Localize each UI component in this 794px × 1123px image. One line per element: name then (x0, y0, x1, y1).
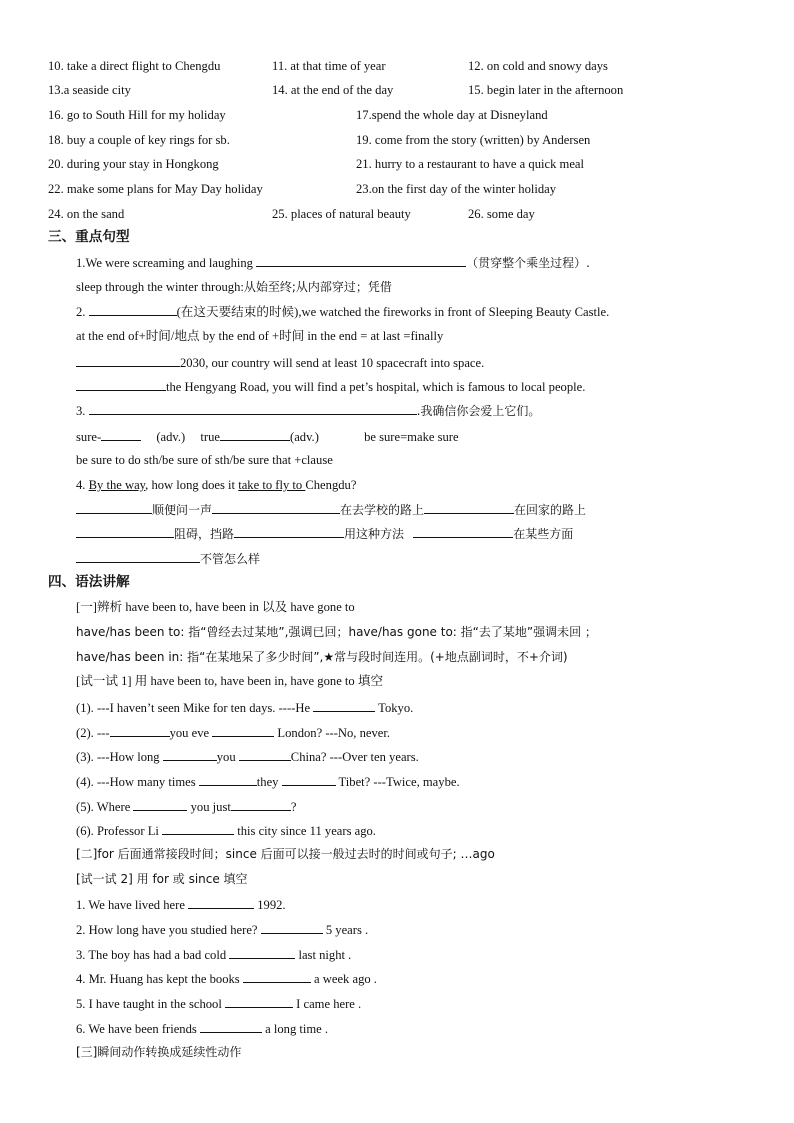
phrase-24: 24. on the sand (48, 207, 125, 221)
sentence-4-mid: , how long does it (145, 478, 239, 492)
blank-1[interactable] (256, 254, 466, 267)
try-2-e5 (76, 995, 361, 1012)
q6-end: this city since 11 years ago. (237, 824, 376, 838)
phrase-12: 12. on cold and snowy days (468, 59, 608, 73)
fill-hint-5: 用这种方法 (344, 527, 405, 541)
sentence-3 (76, 402, 540, 419)
sentence-3-words (76, 428, 459, 445)
sure-word: sure- (76, 430, 102, 444)
e3-end: last night . (298, 948, 352, 962)
phrase-25: 25. places of natural beauty (272, 207, 411, 221)
phrase-11: 11. at that time of year (272, 59, 386, 73)
example-2-text: the Hengyang Road, you will find a pet’s hospital, which is famous to local people. (166, 380, 586, 394)
q2-mid: you eve (169, 726, 210, 740)
q6-blank[interactable] (162, 822, 234, 835)
q2-blank-2[interactable] (212, 724, 274, 737)
blank-f4[interactable] (76, 525, 174, 538)
grammar-1-line-1: have/has been to: 指“曾经去过某地”,强调已回；have/has gone to: 指“去了某地”强调未回 ； (76, 625, 597, 639)
fill-hint-3: 在回家的路上 (514, 503, 587, 517)
try-1-q5 (76, 798, 296, 815)
sentence-2-example-2 (76, 378, 585, 395)
true-word: true (200, 430, 220, 444)
sentence-4-num: 4. (76, 478, 89, 492)
q4-text: (4). ---How many times (76, 775, 196, 789)
try-1-q6 (76, 822, 376, 839)
q1-end: Tokyo. (378, 701, 414, 715)
e3-blank[interactable] (229, 946, 295, 959)
e1-blank[interactable] (188, 896, 254, 909)
section-4-heading: 四、语法讲解 (48, 574, 130, 590)
fill-hint-7: 不管怎么样 (200, 552, 261, 566)
q5-text: (5). Where (76, 800, 131, 814)
take-to-fly-phrase: take to fly to (238, 478, 306, 492)
blank-true-adv[interactable] (220, 428, 290, 441)
phrase-fill-row-1 (76, 501, 586, 518)
grammar-2-title: [二]for 后面通常接段时间；since 后面可以接一般过去时的时间或句子; …ago (76, 847, 495, 861)
sentence-3-num: 3. (76, 404, 86, 418)
adv-label-2: (adv.) (290, 430, 319, 444)
fill-hint-4: 阻碍，挡路 (174, 527, 235, 541)
phrase-fill-row-3 (76, 550, 260, 567)
try-2-e2 (76, 921, 368, 938)
be-sure-equal: be sure=make sure (364, 430, 459, 444)
phrase-13: 13.a seaside city (48, 83, 131, 97)
blank-4[interactable] (76, 378, 166, 391)
q3-end: China? ---Over ten years. (290, 750, 419, 764)
try-1-q3 (76, 748, 419, 765)
phrase-18: 18. buy a couple of key rings for sb. (48, 133, 230, 147)
fill-hint-6: 在某些方面 (513, 527, 574, 541)
sentence-3-usage: be sure to do sth/be sure of sth/be sure that +clause (76, 453, 333, 467)
adv-label-1: (adv.) (156, 430, 186, 444)
try-2-e3 (76, 946, 351, 963)
phrase-23: 23.on the first day of the winter holiday (356, 182, 557, 196)
e6-text: 6. We have been friends (76, 1022, 197, 1036)
q2-end: London? ---No, never. (277, 726, 391, 740)
q2-text: (2). --- (76, 726, 110, 740)
try-2-e4 (76, 970, 377, 987)
blank-5[interactable] (89, 402, 417, 415)
q5-blank-2[interactable] (231, 798, 291, 811)
fill-hint-1: 顺便问一声 (152, 503, 213, 517)
phrase-14: 14. at the end of the day (272, 83, 394, 97)
sentence-2-text: (在这天要结束的时候),we watched the fireworks in front of Sleeping Beauty Castle. (176, 305, 610, 319)
q3-mid: you (216, 750, 236, 764)
blank-f3[interactable] (424, 501, 514, 514)
try-1-q1 (76, 699, 413, 716)
phrase-15: 15. begin later in the afternoon (468, 83, 624, 97)
sentence-1-text: 1.We were screaming and laughing (76, 256, 253, 270)
grammar-1-title: [一]辨析 have been to, have been in 以及 have gone to (76, 600, 355, 614)
q4-blank-2[interactable] (282, 773, 336, 786)
phrase-26: 26. some day (468, 207, 535, 221)
phrase-21: 21. hurry to a restaurant to have a quick meal (356, 157, 585, 171)
q6-text: (6). Professor Li (76, 824, 159, 838)
phrase-22: 22. make some plans for May Day holiday (48, 182, 263, 196)
q5-mid: you just (190, 800, 231, 814)
q1-text: (1). ---I haven’t seen Mike for ten days. ----He (76, 701, 311, 715)
sentence-2-num: 2. (76, 305, 86, 319)
sentence-1-note (76, 279, 392, 295)
fill-hint-2: 在去学校的路上 (340, 503, 425, 517)
e4-text: 4. Mr. Huang has kept the books (76, 972, 240, 986)
e6-end: a long time . (265, 1022, 329, 1036)
by-the-way-phrase: By the way (88, 478, 146, 492)
e2-text: 2. How long have you studied here? (76, 923, 258, 937)
sentence-2-note: at the end of+时间/地点 by the end of +时间 in the end = at last =finally (76, 329, 444, 343)
through-note: sleep through the winter through: (76, 280, 244, 294)
example-1-text: 2030, our country will send at least 10 spacecraft into space. (180, 356, 485, 370)
q5-blank-1[interactable] (133, 798, 187, 811)
sentence-2-example-1 (76, 354, 484, 371)
e5-blank[interactable] (225, 995, 293, 1008)
q2-blank-1[interactable] (110, 724, 170, 737)
e3-text: 3. The boy has had a bad cold (76, 948, 227, 962)
sentence-2 (76, 303, 609, 320)
sentence-3-hint: .我确信你会爱上它们。 (416, 404, 541, 418)
sentence-4 (76, 477, 356, 493)
sentence-4-end: Chengdu? (305, 478, 357, 492)
try-2-e1 (76, 896, 286, 913)
phrase-19: 19. come from the story (written) by Andersen (356, 133, 591, 147)
sentence-1 (76, 254, 590, 271)
blank-f1[interactable] (76, 501, 152, 514)
phrase-17: 17.spend the whole day at Disneyland (356, 108, 548, 122)
e4-end: a week ago . (314, 972, 377, 986)
phrase-20: 20. during your stay in Hongkong (48, 157, 219, 171)
through-meaning: 从始至终;从内部穿过；凭借 (243, 280, 392, 294)
try-1-q2 (76, 724, 390, 741)
sentence-1-hint: （贯穿整个乘坐过程）. (466, 256, 590, 270)
blank-3[interactable] (76, 354, 180, 367)
q4-blank-1[interactable] (199, 773, 257, 786)
q1-blank[interactable] (313, 699, 375, 712)
grammar-1-line-2: have/has been in: 指“在某地呆了多少时间”,★常与段时间连用。(+地点副词时，不+介词) (76, 650, 568, 664)
try-1-title: [试一试 1] 用 have been to, have been in, have gone to 填空 (76, 674, 384, 688)
grammar-3-title: [三]瞬间动作转换成延续性动作 (76, 1045, 242, 1059)
e2-blank[interactable] (261, 921, 323, 934)
e6-blank[interactable] (200, 1020, 262, 1033)
e4-blank[interactable] (243, 970, 311, 983)
e2-end: 5 years . (325, 923, 369, 937)
e1-end: 1992. (257, 898, 286, 912)
phrase-10: 10. take a direct flight to Chengdu (48, 59, 221, 73)
try-2-title: [试一试 2] 用 for 或 since 填空 (76, 872, 248, 886)
q5-end: ? (290, 800, 297, 814)
try-2-e6 (76, 1020, 328, 1037)
e5-end: I came here . (296, 997, 362, 1011)
try-1-q4 (76, 773, 460, 790)
q3-blank-2[interactable] (239, 748, 291, 761)
blank-sure-adv[interactable] (101, 428, 141, 441)
blank-f6[interactable] (413, 525, 513, 538)
e5-text: 5. I have taught in the school (76, 997, 222, 1011)
blank-f7[interactable] (76, 550, 200, 563)
q3-text: (3). ---How long (76, 750, 160, 764)
q3-blank-1[interactable] (163, 748, 217, 761)
section-3-heading: 三、重点句型 (48, 229, 130, 245)
blank-2[interactable] (89, 303, 177, 316)
q4-mid: they (256, 775, 279, 789)
phrase-fill-row-2 (76, 525, 573, 542)
phrase-16: 16. go to South Hill for my holiday (48, 108, 226, 122)
e1-text: 1. We have lived here (76, 898, 185, 912)
blank-f2[interactable] (212, 501, 340, 514)
blank-f5[interactable] (234, 525, 344, 538)
q4-end: Tibet? ---Twice, maybe. (338, 775, 460, 789)
